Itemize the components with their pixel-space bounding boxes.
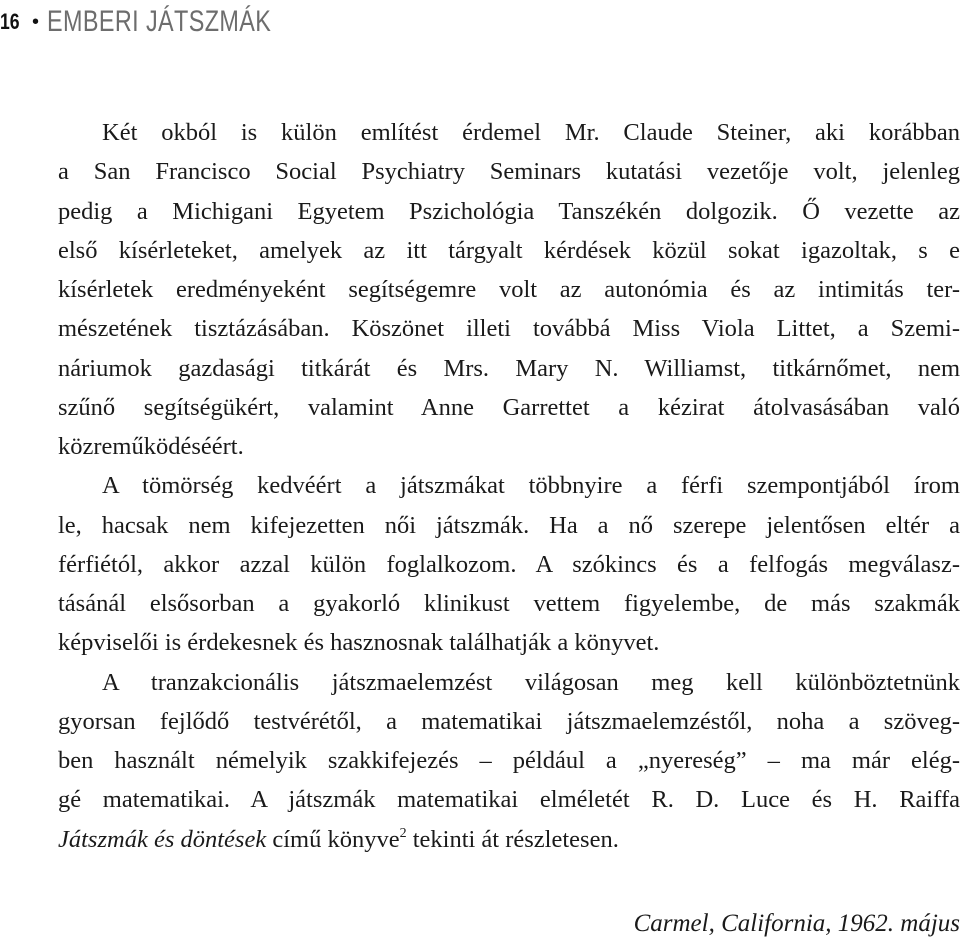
body-text — [58, 113, 960, 859]
text-line: képviselői is érdekesnek és hasznosnak találhatják a könyvet. — [58, 629, 660, 657]
text-line: gyorsan fejlődő testvérétől, a matematikai játszmaelemzéstől, noha a szöveg- — [58, 707, 960, 735]
text-line: kísérletek eredményeként segítségemre volt az autonómia és az intimitás ter- — [58, 276, 960, 303]
text-line: náriumok gazdasági titkárát és Mrs. Mary N. Williamst, titkárnőmet, nem — [58, 354, 960, 382]
footnote-reference: 2 — [399, 825, 407, 841]
text-line: le, hacsak nem kifejezetten női játszmák. Ha a nő szerepe jelentősen eltér a — [58, 511, 960, 539]
page-number: 16 — [0, 9, 20, 34]
text-line: pedig a Michigani Egyetem Pszichológia Tanszékén dolgozik. Ő vezette az — [58, 197, 960, 225]
book-title: Játszmák és döntések — [58, 825, 267, 853]
text-line: első kísérleteket, amelyek az itt tárgyalt kérdések közül sokat igazoltak, s e — [58, 236, 960, 264]
header-separator: • — [32, 10, 40, 33]
text-fragment: tekinti át részletesen. — [406, 825, 619, 853]
text-line: a San Francisco Social Psychiatry Seminars kutatási vezetője volt, jelenleg — [58, 158, 960, 186]
text-line: férfiétól, akkor azzal külön foglalkozom. A szókincs és a felfogás megválasz- — [58, 550, 960, 578]
text-line: gé matematikai. A játszmák matematikai elméletét R. D. Luce és H. Raiffa — [58, 786, 960, 814]
text-line: ben használt némelyik szakkifejezés – például a „nyereség” – ma már elég- — [58, 747, 960, 774]
text-line: A tömörség kedvéért a játszmákat többnyire a férfi szempontjából írom — [102, 472, 960, 500]
text-line: Két okból is külön említést érdemel Mr. Claude Steiner, aki korábban — [102, 119, 960, 146]
text-line-final — [58, 820, 960, 859]
text-line: A tranzakcionális játszmaelemzést világosan meg kell különböztetnünk — [102, 668, 960, 696]
text-line: szűnő segítségükért, valamint Anne Garrettet a kézirat átolvasásában való — [58, 393, 960, 421]
text-fragment: című könyve — [266, 825, 400, 853]
running-header — [0, 0, 335, 44]
text-line: mészetének tisztázásában. Köszönet illeti továbbá Miss Viola Littet, a Szemi- — [58, 315, 960, 343]
text-line: tásánál elsősorban a gyakorló klinikust vettem figyelembe, de más szakmák — [58, 590, 960, 617]
place-date-signature: Carmel, California, 1962. május — [633, 910, 960, 937]
text-line: közreműködéséért. — [58, 433, 244, 460]
running-head-title: EMBERI JÁTSZMÁK — [47, 5, 272, 38]
